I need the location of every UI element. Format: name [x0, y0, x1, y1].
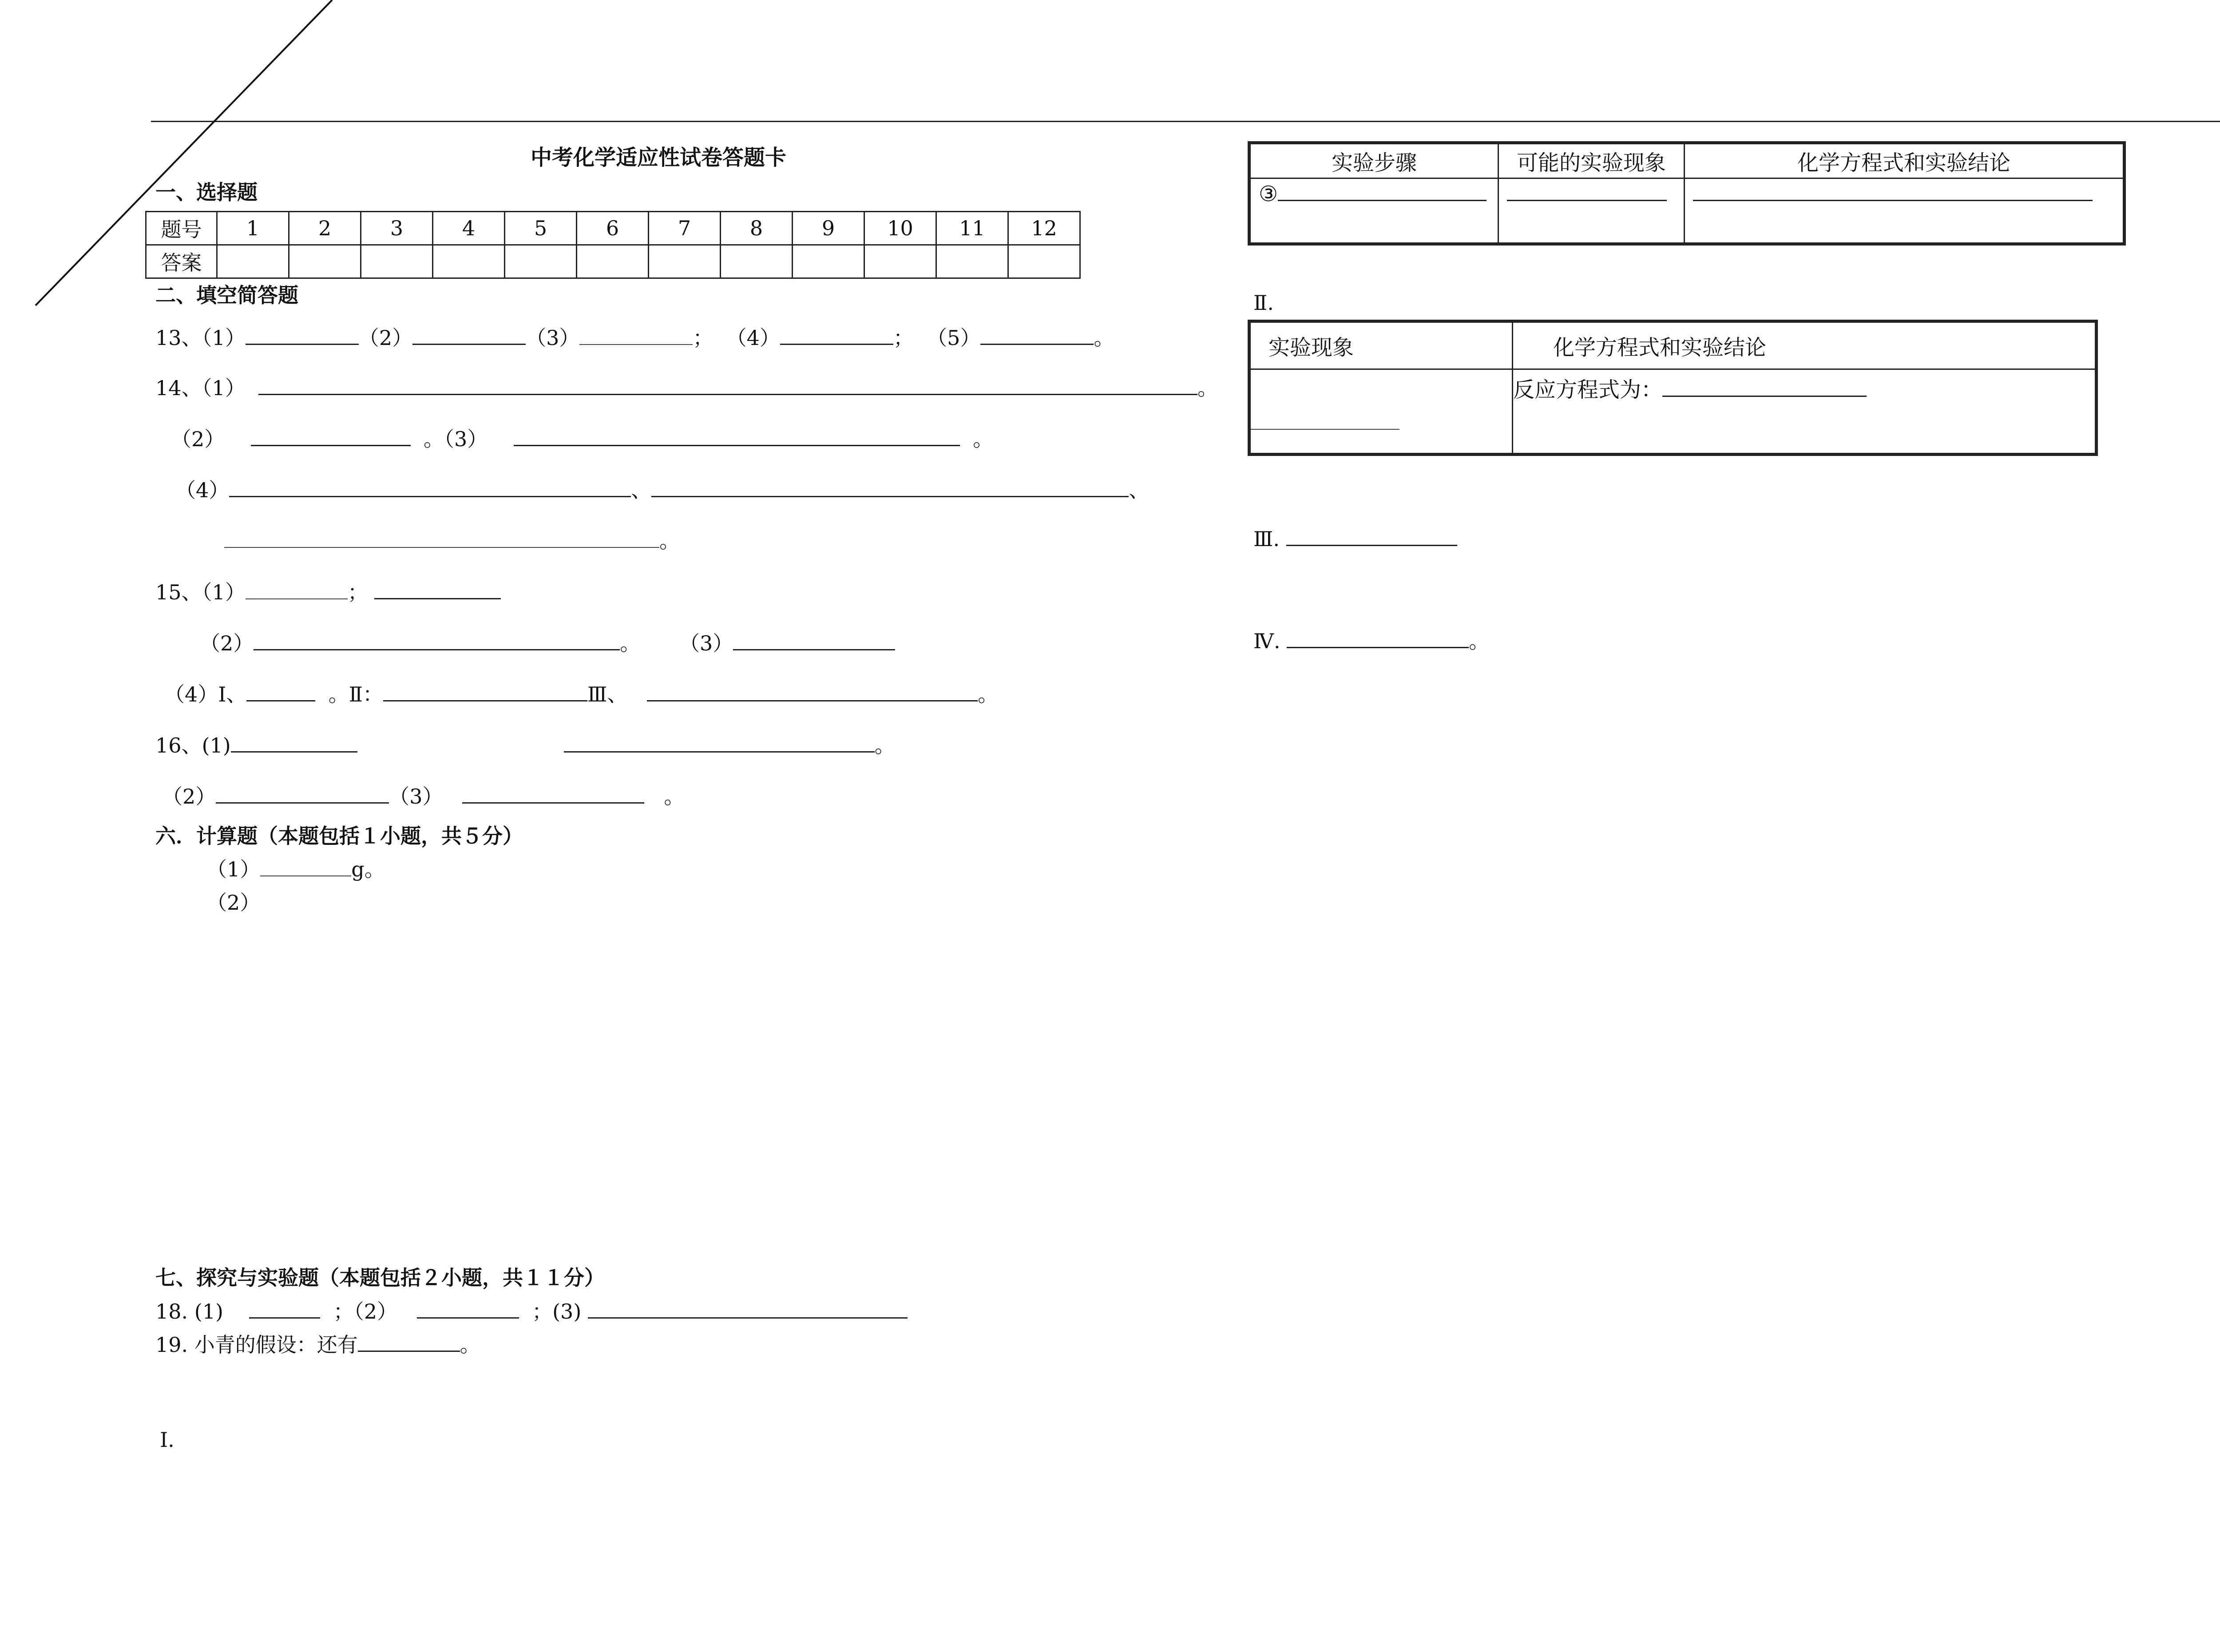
q18-blank-3[interactable]: [588, 1298, 908, 1319]
q16-blank-2[interactable]: [216, 783, 389, 804]
mcq-answer-cell[interactable]: [289, 245, 361, 278]
q14-line-1: [155, 374, 1218, 401]
table2-header-conclusion: 化学方程式和实验结论: [1513, 321, 2097, 369]
section6-heading: 六．计算题（本题包括１小题，共５分）: [155, 824, 523, 848]
mcq-answer-cell[interactable]: [361, 245, 433, 278]
q14-part1-label: （1）: [202, 376, 246, 400]
table1-phenomenon-cell: [1498, 178, 1685, 244]
q18-part3-label: (3): [552, 1299, 582, 1323]
table2-conclusion-cell: [1513, 369, 2097, 455]
mcq-answer-cell[interactable]: [505, 245, 577, 278]
period: 。: [1197, 376, 1218, 400]
q15-blank-4b[interactable]: [383, 681, 587, 701]
mcq-number: 7: [649, 212, 721, 245]
q14-blank-1[interactable]: [258, 374, 1197, 395]
table1-header-phenomenon: 可能的实验现象: [1498, 143, 1685, 178]
q14-line-3: [175, 476, 1149, 503]
mcq-answer-cell[interactable]: [217, 245, 289, 278]
step-mark: ③: [1259, 182, 1278, 206]
roman-4-blank[interactable]: [1287, 627, 1469, 648]
table1-step-blank[interactable]: [1278, 183, 1487, 201]
table1-step-cell: [1249, 178, 1498, 244]
q15-blank-2[interactable]: [254, 630, 620, 650]
period: 。: [620, 631, 641, 655]
q14-blank-4a[interactable]: [229, 476, 631, 497]
q13-part1-label: （1）: [202, 326, 246, 350]
q16-blank-3[interactable]: [462, 783, 644, 804]
q18-number: 18.: [155, 1299, 188, 1323]
separator: ；: [693, 326, 714, 350]
q13-blank-3[interactable]: [579, 325, 693, 345]
period: 。: [659, 529, 680, 553]
mcq-answer-grid: [145, 211, 1081, 279]
mcq-answer-cell[interactable]: [1008, 245, 1080, 278]
q13-line: [155, 324, 1114, 351]
top-rule: [151, 121, 2220, 122]
table1-header-row: [1249, 143, 2125, 178]
period: 。: [1094, 326, 1114, 350]
q15-line-2: [200, 630, 895, 657]
row-answer-label: 答案: [146, 245, 217, 278]
q16-part2-label: （2）: [162, 784, 216, 808]
q13-blank-4[interactable]: [780, 324, 893, 345]
q14-blank-2[interactable]: [251, 425, 411, 446]
q19-text: 19. 小青的假设：还有: [155, 1333, 358, 1357]
mcq-answer-cell[interactable]: [577, 245, 649, 278]
q14-blank-4c[interactable]: [224, 527, 659, 548]
table1-header-step: 实验步骤: [1249, 143, 1498, 178]
q18-blank-1[interactable]: [249, 1298, 320, 1319]
separator: 、: [631, 478, 652, 502]
q15-part4-label: （4）Ⅰ、: [164, 682, 247, 706]
mcq-answer-cell[interactable]: [721, 245, 793, 278]
q13-number: 13、: [155, 326, 202, 350]
q16-line-1: [155, 732, 895, 759]
mcq-number: 3: [361, 212, 433, 245]
table2-body-row: [1249, 369, 2097, 455]
experiment-table-2: [1248, 320, 2098, 456]
roman-2-label: Ⅱ.: [1253, 291, 1274, 315]
q15-blank-1a[interactable]: [246, 579, 348, 599]
q13-part3-label: （3）: [526, 326, 580, 350]
table1-phenomenon-blank[interactable]: [1507, 183, 1667, 201]
mcq-answer-cell[interactable]: [433, 245, 505, 278]
mcq-number: 6: [577, 212, 649, 245]
separator: ；: [532, 1299, 553, 1323]
q13-part4-label: （4）: [726, 326, 780, 350]
q19-blank[interactable]: [358, 1331, 460, 1352]
q17-part1-label: （1）: [206, 857, 261, 881]
q18-part2-label: （2）: [353, 1299, 397, 1323]
mcq-number: 10: [864, 212, 936, 245]
q15-blank-4a[interactable]: [246, 681, 315, 701]
period: 。: [978, 682, 999, 706]
q18-line: [155, 1298, 908, 1325]
mcq-answer-cell[interactable]: [864, 245, 936, 278]
q17-part2-label: （2）: [206, 891, 261, 915]
q13-part5-label: （5）: [927, 326, 981, 350]
experiment-table-1: [1248, 141, 2126, 246]
mcq-number: 12: [1008, 212, 1080, 245]
roman-4-label: Ⅳ.: [1253, 629, 1280, 653]
q14-line-4: [224, 527, 680, 554]
separator: ；: [333, 1299, 354, 1323]
q16-blank-1a[interactable]: [231, 732, 357, 753]
q13-blank-5[interactable]: [980, 324, 1094, 345]
q13-blank-2[interactable]: [412, 324, 526, 345]
table1-header-conclusion: 化学方程式和实验结论: [1685, 143, 2125, 178]
mcq-number: 11: [936, 212, 1008, 245]
period: 。: [874, 733, 895, 757]
q18-blank-2[interactable]: [417, 1298, 519, 1319]
table1-conclusion-blank[interactable]: [1693, 183, 2093, 201]
section7-heading: 七、探究与实验题（本题包括２小题，共１１分）: [155, 1266, 605, 1290]
mcq-number: 1: [217, 212, 289, 245]
q16-blank-1b[interactable]: [564, 732, 875, 753]
mcq-number: 8: [721, 212, 793, 245]
q16-part1-label: (1): [202, 733, 231, 757]
q14-blank-4b[interactable]: [651, 476, 1129, 497]
roman-3-blank[interactable]: [1286, 525, 1457, 546]
table1-conclusion-cell: [1685, 178, 2125, 244]
q18-part1-label: (1): [194, 1299, 223, 1323]
q13-part2-label: （2）: [358, 326, 413, 350]
q14-part2-label: （2）: [171, 427, 225, 451]
q15-line-1: [155, 578, 501, 606]
q15-part4-roman2: 。Ⅱ：: [328, 682, 383, 706]
table1-body-row: [1249, 178, 2125, 244]
period: 。: [1469, 629, 1490, 653]
table2-equation-blank[interactable]: [1662, 379, 1867, 397]
q19-line: [155, 1331, 480, 1358]
q15-blank-1b[interactable]: [374, 578, 501, 599]
q15-part4-roman3: Ⅲ、: [587, 682, 628, 706]
mcq-number: 5: [505, 212, 577, 245]
page-title: 中考化学适应性试卷答题卡: [531, 145, 787, 170]
q17-line-1: [206, 856, 385, 883]
section2-heading: 二、填空简答题: [155, 283, 298, 307]
q14-blank-3[interactable]: [514, 425, 960, 446]
q16-line-2: [162, 783, 684, 810]
q15-number: 15、: [155, 580, 202, 604]
equation-label: 反应方程式为：: [1513, 377, 1663, 402]
period: 。: [460, 1333, 480, 1357]
separator: ；: [893, 326, 914, 350]
q16-number: 16、: [155, 733, 202, 757]
q15-blank-4c[interactable]: [647, 681, 978, 701]
roman-4-line: [1253, 627, 1489, 654]
q16-part3-label: （3）: [389, 784, 443, 808]
roman-3-line: [1253, 525, 1457, 552]
q15-line-3: [164, 681, 998, 708]
table2-header-row: [1249, 321, 2097, 369]
period: 。: [664, 784, 685, 808]
period: 。: [424, 427, 444, 451]
q15-part2-label: （2）: [200, 631, 254, 655]
mcq-number-row: [146, 212, 1080, 245]
mcq-answer-cell[interactable]: [649, 245, 721, 278]
row-header-label: 题号: [146, 212, 217, 245]
roman-3-label: Ⅲ.: [1253, 527, 1280, 551]
table2-phenomenon-cell: [1249, 369, 1513, 455]
mcq-number: 4: [433, 212, 505, 245]
mcq-answer-cell[interactable]: [936, 245, 1008, 278]
q15-part3-label: （3）: [679, 631, 733, 655]
mcq-answer-row: [146, 245, 1080, 278]
roman-1-label: Ⅰ.: [160, 1428, 174, 1452]
q14-line-2: [171, 425, 993, 452]
mcq-number: 9: [793, 212, 864, 245]
q17-unit: g。: [351, 857, 385, 881]
table2-header-phenomenon: 实验现象: [1249, 321, 1513, 369]
q15-blank-3[interactable]: [733, 630, 895, 650]
section1-heading: 一、选择题: [155, 180, 258, 204]
mcq-number: 2: [289, 212, 361, 245]
q14-part4-label: （4）: [175, 478, 230, 502]
separator: 、: [1129, 478, 1150, 502]
q17-blank-1[interactable]: [260, 856, 351, 876]
q15-part1-label: （1）: [202, 580, 246, 604]
q14-part3-label: （3）: [444, 427, 488, 451]
mcq-answer-cell[interactable]: [793, 245, 864, 278]
q14-number: 14、: [155, 376, 202, 400]
table2-phenomenon-blank[interactable]: [1251, 424, 1399, 430]
q13-blank-1[interactable]: [246, 324, 359, 345]
period: 。: [973, 427, 994, 451]
separator: ；: [347, 580, 368, 604]
